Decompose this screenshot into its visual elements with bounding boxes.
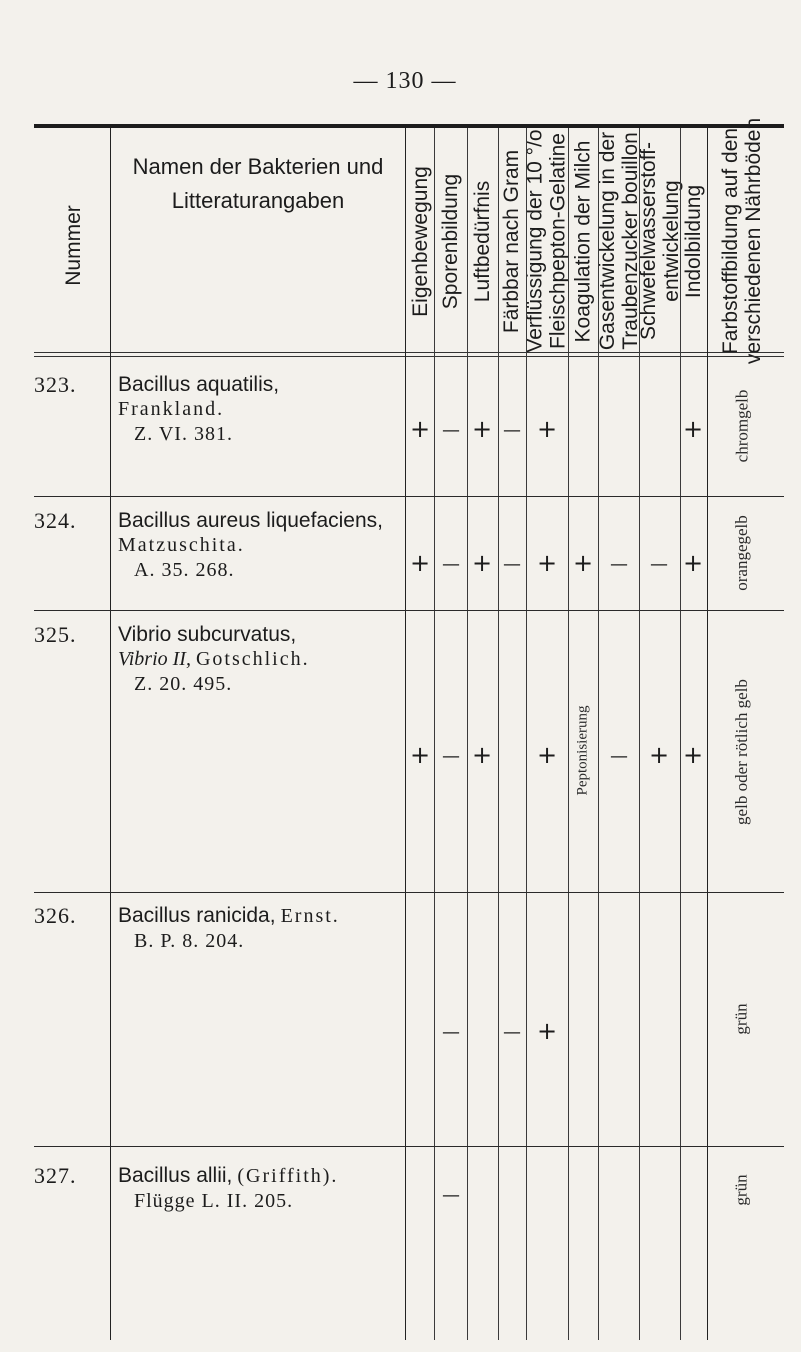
header-names <box>112 150 404 218</box>
header-gelatine <box>526 130 568 352</box>
literature-ref: Z. 20. 495. <box>134 673 233 695</box>
page-number: — 130 — <box>353 68 457 94</box>
cell-indol: + <box>682 741 704 769</box>
bacterium-author: Ernst. <box>280 905 340 927</box>
header-number: Nummer <box>61 204 85 286</box>
header-sporenbildung: Sporenbildung <box>439 173 463 309</box>
column-rule <box>639 128 640 1340</box>
cell-sporenbildung: — <box>442 420 460 441</box>
header-gas-line-1: Gasentwickelung in der <box>596 131 620 351</box>
cell-indol: + <box>682 415 704 443</box>
header-gram: Färbbar nach Gram <box>500 149 524 333</box>
column-rule <box>405 128 406 1340</box>
column-rule <box>110 128 111 1340</box>
row-rule <box>34 892 784 893</box>
cell-sporenbildung: — <box>442 746 460 767</box>
row-number: 326. <box>34 903 77 928</box>
header-schwefel <box>637 130 683 352</box>
cell-gelatine: + <box>536 549 558 577</box>
row-number: 323. <box>34 372 77 397</box>
column-rule <box>598 128 599 1340</box>
header-gas-line-2: Traubenzucker bouillon <box>619 132 643 350</box>
cell-milch-peptonisierung: Peptonisierung <box>574 705 591 795</box>
cell-sporenbildung: — <box>442 1022 460 1043</box>
header-gelatine-line-2: Fleischpepton-Gelatine <box>547 133 570 349</box>
bacterium-author: Matzuschita. <box>118 534 245 556</box>
cell-luftbeduerfnis: + <box>471 741 493 769</box>
header-farbstoff-line-1: Farbstoffbildung auf den <box>719 127 742 355</box>
row-number: 327. <box>34 1163 77 1188</box>
row-name <box>118 903 418 954</box>
cell-farbstoff: chromgelb <box>732 389 752 463</box>
cell-farbstoff: grün <box>731 1003 751 1035</box>
cell-schwefel: — <box>650 554 668 575</box>
header-milch: Koagulation der Milch <box>571 140 595 342</box>
bacterium-author: Frankland. <box>118 398 225 420</box>
row-rule <box>34 496 784 497</box>
bacterium-name: Bacillus ranicida, <box>118 904 276 927</box>
cell-eigenbewegung: + <box>409 549 431 577</box>
header-farbstoff <box>707 117 777 365</box>
column-rule <box>526 128 527 1340</box>
cell-farbstoff: orangegelb <box>732 515 751 591</box>
header-gas <box>596 130 643 352</box>
cell-luftbeduerfnis: + <box>471 549 493 577</box>
cell-gas: — <box>610 554 628 575</box>
bacterium-name: Bacillus allii, <box>118 1164 233 1187</box>
row-rule <box>34 610 784 611</box>
cell-gelatine: + <box>536 741 558 769</box>
cell-gram: — <box>503 554 521 575</box>
header-indol: Indolbildung <box>682 184 706 298</box>
header-farbstoff-line-2: verschiedenen Nährböden <box>742 117 765 365</box>
bacterium-author: Gotschlich. <box>195 648 310 670</box>
bacterium-name: Bacillus aquatilis, <box>118 373 280 396</box>
row-number: 325. <box>34 622 77 647</box>
header-gelatine-line-1: Verflüssigung der 10 °/o <box>524 129 547 353</box>
column-rule <box>680 128 681 1340</box>
row-rule <box>34 1146 784 1147</box>
row-name <box>118 372 418 447</box>
literature-ref: Flügge L. II. 205. <box>134 1190 294 1212</box>
bacterium-synonym: Vibrio II, <box>118 648 191 670</box>
header-names-line-2: Litteraturangaben <box>171 188 345 213</box>
table-top-rule <box>34 124 784 128</box>
cell-milch: + <box>572 549 594 577</box>
header-eigenbewegung: Eigenbewegung <box>408 165 432 317</box>
bacterium-author: (Griffith). <box>237 1165 339 1187</box>
row-name <box>118 1163 418 1214</box>
column-rule <box>467 128 468 1340</box>
header-names-line-1: Namen der Bakterien und <box>132 154 384 179</box>
cell-sporenbildung: — <box>442 1185 460 1206</box>
cell-schwefel: + <box>648 741 670 769</box>
cell-gelatine: + <box>536 415 558 443</box>
header-luftbeduerfnis: Luftbedürfnis <box>471 180 495 302</box>
header-schwefel-line-2: entwickelung <box>660 180 683 302</box>
row-name <box>118 622 418 697</box>
column-rule <box>434 128 435 1340</box>
header-separator <box>34 352 784 357</box>
row-name <box>118 508 418 583</box>
cell-luftbeduerfnis: + <box>471 415 493 443</box>
bacterium-name: Bacillus aureus liquefaciens, <box>118 509 383 532</box>
cell-gas: — <box>610 746 628 767</box>
bacterium-name: Vibrio subcurvatus, <box>118 623 297 646</box>
column-rule <box>498 128 499 1340</box>
cell-eigenbewegung: + <box>409 741 431 769</box>
header-schwefel-line-1: Schwefelwasserstoff- <box>637 141 660 341</box>
cell-gelatine: + <box>536 1017 558 1045</box>
cell-indol: + <box>682 549 704 577</box>
row-number: 324. <box>34 508 77 533</box>
literature-ref: B. P. 8. 204. <box>134 930 245 952</box>
cell-sporenbildung: — <box>442 554 460 575</box>
cell-farbstoff: grün <box>731 1174 751 1206</box>
cell-farbstoff: gelb oder rötlich gelb <box>732 679 751 825</box>
cell-gram: — <box>503 1022 521 1043</box>
cell-gram: — <box>503 420 521 441</box>
literature-ref: A. 35. 268. <box>134 559 235 581</box>
cell-eigenbewegung: + <box>409 415 431 443</box>
literature-ref: Z. VI. 381. <box>134 423 233 445</box>
